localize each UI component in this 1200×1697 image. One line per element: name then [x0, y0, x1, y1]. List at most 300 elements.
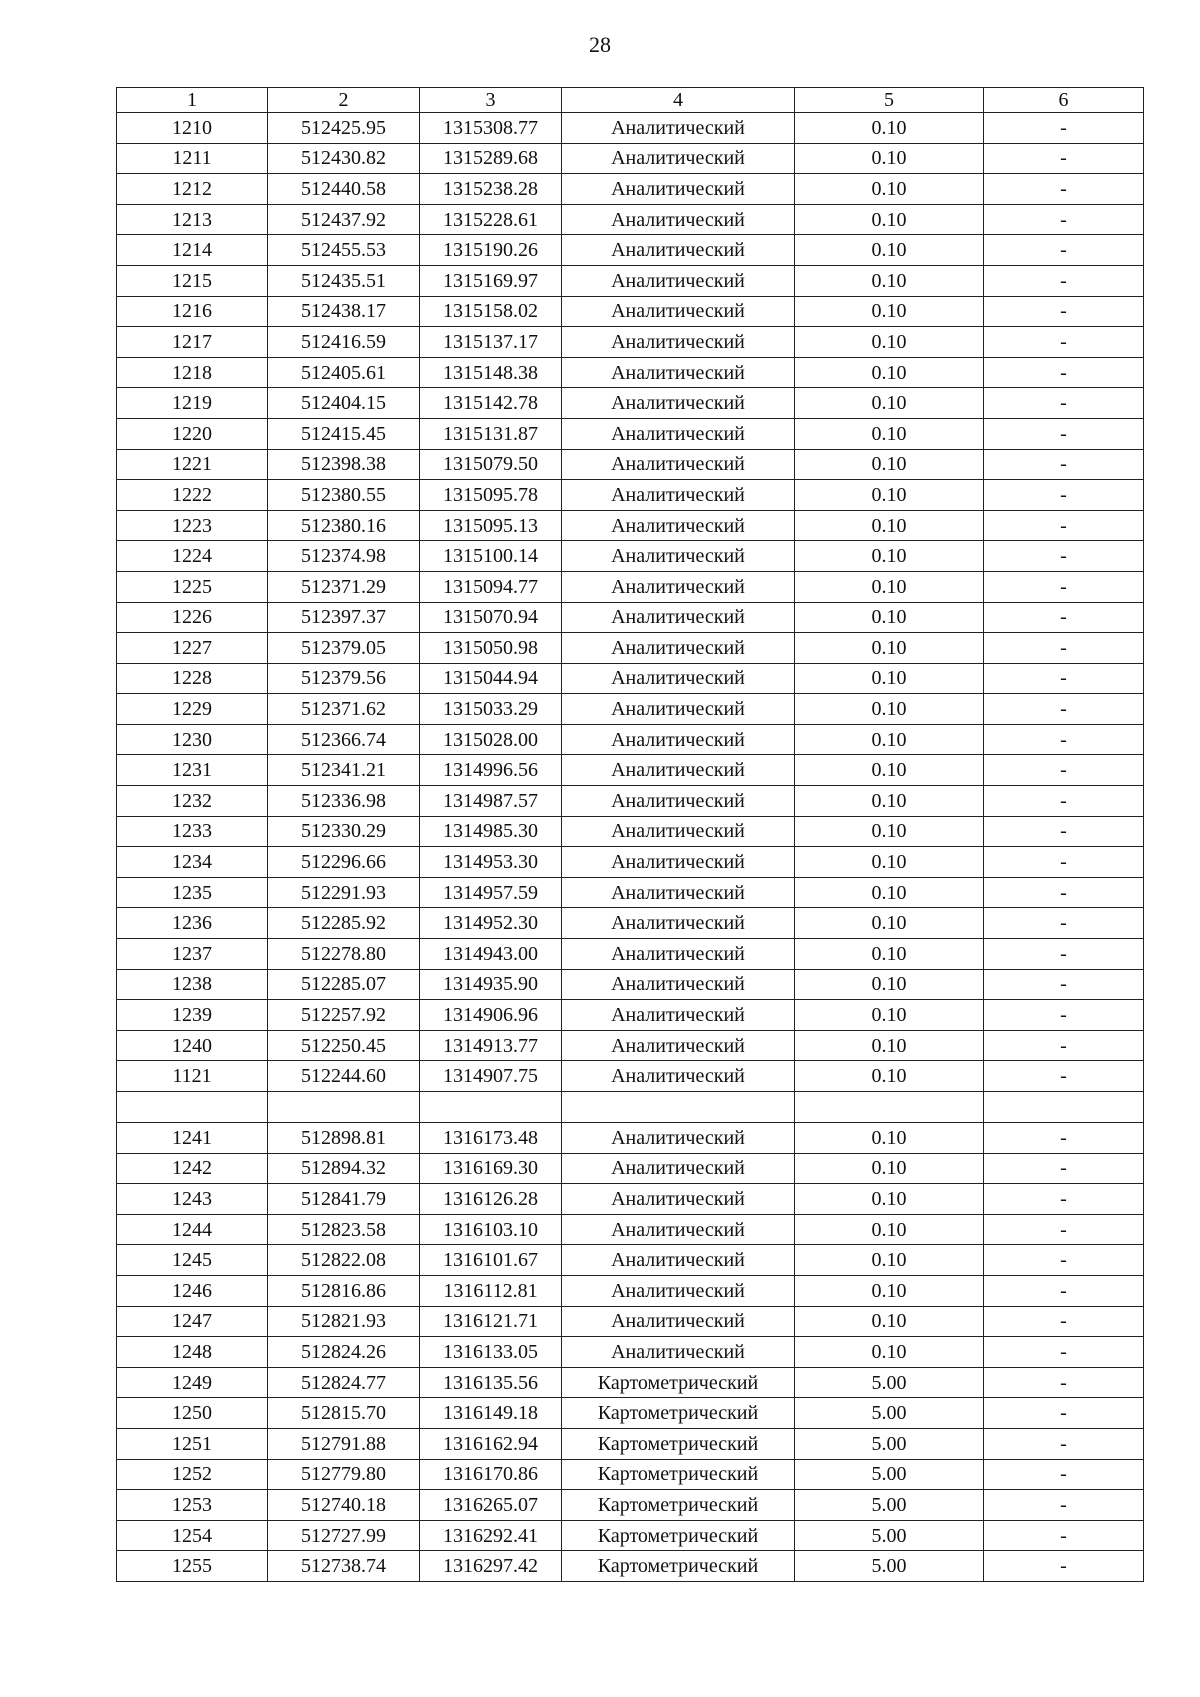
table-cell: -: [984, 1214, 1144, 1245]
table-cell: -: [984, 1030, 1144, 1061]
table-cell: 512440.58: [268, 174, 420, 205]
table-cell: 512404.15: [268, 388, 420, 419]
table-cell: 1254: [117, 1520, 268, 1551]
table-cell: 512285.92: [268, 908, 420, 939]
table-cell: 1215: [117, 265, 268, 296]
table-cell: -: [984, 204, 1144, 235]
table-cell: 512380.16: [268, 510, 420, 541]
table-cell: 0.10: [795, 786, 984, 817]
table-cell: 1221: [117, 449, 268, 480]
table-cell: 0.10: [795, 1061, 984, 1092]
table-cell: 1315033.29: [420, 694, 562, 725]
table-cell: 512738.74: [268, 1551, 420, 1582]
table-cell: 1314996.56: [420, 755, 562, 786]
table-row: [117, 327, 1144, 358]
table-cell: -: [984, 174, 1144, 205]
table-cell: 512435.51: [268, 265, 420, 296]
table-cell: 0.10: [795, 633, 984, 664]
table-cell: 0.10: [795, 1337, 984, 1368]
table-cell: 1241: [117, 1123, 268, 1154]
table-row: [117, 786, 1144, 817]
table-cell: Аналитический: [562, 1153, 795, 1184]
table-row: [117, 1551, 1144, 1582]
table-cell: 0.10: [795, 388, 984, 419]
table-cell: 1314985.30: [420, 816, 562, 847]
table-cell: 1224: [117, 541, 268, 572]
table-row: [117, 143, 1144, 174]
table-row: [117, 1306, 1144, 1337]
table-cell: -: [984, 235, 1144, 266]
table-cell: -: [984, 265, 1144, 296]
table-row: [117, 418, 1144, 449]
table-cell: 0.10: [795, 877, 984, 908]
table-cell: 1252: [117, 1459, 268, 1490]
table-cell: -: [984, 1123, 1144, 1154]
table-cell: 1255: [117, 1551, 268, 1582]
page-number: 28: [589, 32, 611, 57]
table-cell: 1316101.67: [420, 1245, 562, 1276]
column-header: 3: [420, 88, 562, 113]
table-row: [117, 1214, 1144, 1245]
table-cell: 512278.80: [268, 939, 420, 970]
table-cell: 512898.81: [268, 1123, 420, 1154]
table-cell: 512791.88: [268, 1428, 420, 1459]
table-cell: 0.10: [795, 510, 984, 541]
table-cell: 512740.18: [268, 1490, 420, 1521]
table-cell: 1314987.57: [420, 786, 562, 817]
table-cell: 0.10: [795, 816, 984, 847]
table-cell: 1228: [117, 663, 268, 694]
table-cell: Аналитический: [562, 816, 795, 847]
table-cell: -: [984, 1398, 1144, 1429]
table-cell: Аналитический: [562, 357, 795, 388]
table-cell: 1232: [117, 786, 268, 817]
table-cell: 1315095.13: [420, 510, 562, 541]
table-cell: -: [984, 418, 1144, 449]
table-row: [117, 1275, 1144, 1306]
table-cell: 1316169.30: [420, 1153, 562, 1184]
table-cell: 512379.56: [268, 663, 420, 694]
table-cell: Аналитический: [562, 541, 795, 572]
table-cell: 512841.79: [268, 1184, 420, 1215]
table-cell: 512822.08: [268, 1245, 420, 1276]
table-cell: 1315238.28: [420, 174, 562, 205]
table-cell: 1243: [117, 1184, 268, 1215]
table-cell: 512379.05: [268, 633, 420, 664]
table-cell: Аналитический: [562, 786, 795, 817]
table-cell: 1314913.77: [420, 1030, 562, 1061]
table-cell: Картометрический: [562, 1398, 795, 1429]
table-cell: -: [984, 908, 1144, 939]
table-cell: 1217: [117, 327, 268, 358]
table-row: [117, 357, 1144, 388]
table-cell: 1315028.00: [420, 724, 562, 755]
table-cell: -: [984, 327, 1144, 358]
table-cell: 1315289.68: [420, 143, 562, 174]
table-cell: 5.00: [795, 1428, 984, 1459]
table-cell: 1229: [117, 694, 268, 725]
table-row: [117, 1184, 1144, 1215]
table-cell: 0.10: [795, 724, 984, 755]
table-cell: 1244: [117, 1214, 268, 1245]
table-cell: 1315095.78: [420, 480, 562, 511]
table-cell: 1242: [117, 1153, 268, 1184]
table-row: [117, 113, 1144, 144]
table-cell: -: [984, 571, 1144, 602]
table-cell: Аналитический: [562, 449, 795, 480]
table-cell: 1316135.56: [420, 1367, 562, 1398]
table-row: [117, 847, 1144, 878]
table-cell: 512296.66: [268, 847, 420, 878]
table-cell: 0.10: [795, 969, 984, 1000]
table-cell: 1239: [117, 1000, 268, 1031]
table-cell: 1315142.78: [420, 388, 562, 419]
table-cell: 0.10: [795, 1030, 984, 1061]
table-cell: 1246: [117, 1275, 268, 1306]
table-cell: 1316112.81: [420, 1275, 562, 1306]
table-cell: 512330.29: [268, 816, 420, 847]
table-row: [117, 602, 1144, 633]
table-cell: 0.10: [795, 1245, 984, 1276]
table-cell: 1314907.75: [420, 1061, 562, 1092]
table-cell: Аналитический: [562, 1337, 795, 1368]
table-cell: -: [984, 755, 1144, 786]
table-cell: 5.00: [795, 1459, 984, 1490]
empty-cell: [268, 1092, 420, 1123]
table-cell: 512415.45: [268, 418, 420, 449]
table-row: [117, 1030, 1144, 1061]
table-cell: 0.10: [795, 449, 984, 480]
table-cell: 0.10: [795, 143, 984, 174]
table-row: [117, 541, 1144, 572]
table-cell: Аналитический: [562, 1123, 795, 1154]
table-cell: -: [984, 1459, 1144, 1490]
table-cell: 0.10: [795, 1123, 984, 1154]
table-row: [117, 908, 1144, 939]
table-cell: 1218: [117, 357, 268, 388]
table-cell: 0.10: [795, 265, 984, 296]
empty-cell: [117, 1092, 268, 1123]
table-cell: 512405.61: [268, 357, 420, 388]
table-cell: -: [984, 1367, 1144, 1398]
table-cell: -: [984, 1490, 1144, 1521]
table-cell: -: [984, 1428, 1144, 1459]
table-cell: 1230: [117, 724, 268, 755]
table-cell: Аналитический: [562, 847, 795, 878]
table-cell: 0.10: [795, 694, 984, 725]
table-cell: 512291.93: [268, 877, 420, 908]
table-cell: 1234: [117, 847, 268, 878]
table-cell: 1237: [117, 939, 268, 970]
table-cell: -: [984, 296, 1144, 327]
table-cell: -: [984, 1000, 1144, 1031]
table-cell: 0.10: [795, 418, 984, 449]
table-cell: Аналитический: [562, 265, 795, 296]
table-cell: 0.10: [795, 113, 984, 144]
table-cell: 1121: [117, 1061, 268, 1092]
table-cell: Аналитический: [562, 908, 795, 939]
table-cell: Аналитический: [562, 663, 795, 694]
table-cell: 512366.74: [268, 724, 420, 755]
table-cell: 0.10: [795, 480, 984, 511]
table-row: [117, 1428, 1144, 1459]
table-cell: -: [984, 694, 1144, 725]
table-row: [117, 1061, 1144, 1092]
table-cell: -: [984, 510, 1144, 541]
table-cell: 0.10: [795, 602, 984, 633]
table-cell: 0.10: [795, 327, 984, 358]
table-cell: 1316170.86: [420, 1459, 562, 1490]
table-cell: Аналитический: [562, 694, 795, 725]
table-cell: 512437.92: [268, 204, 420, 235]
table-cell: 512816.86: [268, 1275, 420, 1306]
table-cell: 1212: [117, 174, 268, 205]
table-cell: 5.00: [795, 1367, 984, 1398]
table-cell: 1316149.18: [420, 1398, 562, 1429]
table-cell: 1238: [117, 969, 268, 1000]
table-cell: 1316162.94: [420, 1428, 562, 1459]
table-cell: 1226: [117, 602, 268, 633]
table-row: [117, 1398, 1144, 1429]
table-row: [117, 694, 1144, 725]
table-cell: -: [984, 847, 1144, 878]
table-cell: -: [984, 1061, 1144, 1092]
table-cell: Картометрический: [562, 1520, 795, 1551]
table-cell: 512430.82: [268, 143, 420, 174]
table-row: [117, 174, 1144, 205]
table-cell: 512398.38: [268, 449, 420, 480]
table-cell: -: [984, 541, 1144, 572]
table-cell: 0.10: [795, 235, 984, 266]
table-cell: 1251: [117, 1428, 268, 1459]
table-cell: 512374.98: [268, 541, 420, 572]
table-cell: 1314953.30: [420, 847, 562, 878]
table-cell: 5.00: [795, 1490, 984, 1521]
table-cell: 1316103.10: [420, 1214, 562, 1245]
table-cell: 512341.21: [268, 755, 420, 786]
table-cell: Картометрический: [562, 1551, 795, 1582]
table-cell: 512823.58: [268, 1214, 420, 1245]
table-cell: 1315308.77: [420, 113, 562, 144]
table-row: [117, 571, 1144, 602]
table-cell: 1248: [117, 1337, 268, 1368]
table-cell: 512821.93: [268, 1306, 420, 1337]
table-cell: 512371.62: [268, 694, 420, 725]
table-cell: 512257.92: [268, 1000, 420, 1031]
table-cell: 0.10: [795, 1000, 984, 1031]
table-cell: Аналитический: [562, 724, 795, 755]
table-cell: 1315050.98: [420, 633, 562, 664]
table-cell: 512250.45: [268, 1030, 420, 1061]
table-cell: 512455.53: [268, 235, 420, 266]
table-cell: 512425.95: [268, 113, 420, 144]
table-cell: -: [984, 449, 1144, 480]
table-cell: 1316292.41: [420, 1520, 562, 1551]
table-cell: 1315228.61: [420, 204, 562, 235]
table-cell: -: [984, 143, 1144, 174]
empty-cell: [562, 1092, 795, 1123]
table-cell: 512824.77: [268, 1367, 420, 1398]
table-cell: -: [984, 480, 1144, 511]
table-cell: -: [984, 1275, 1144, 1306]
table-cell: 1223: [117, 510, 268, 541]
table-cell: Аналитический: [562, 1214, 795, 1245]
table-cell: Аналитический: [562, 877, 795, 908]
table-cell: 5.00: [795, 1551, 984, 1582]
table-cell: 1315190.26: [420, 235, 562, 266]
table-cell: Аналитический: [562, 418, 795, 449]
table-cell: 1316173.48: [420, 1123, 562, 1154]
table-cell: 1253: [117, 1490, 268, 1521]
table-cell: -: [984, 1306, 1144, 1337]
table-cell: -: [984, 786, 1144, 817]
table-row: [117, 1153, 1144, 1184]
table-cell: 1314935.90: [420, 969, 562, 1000]
table-cell: 512779.80: [268, 1459, 420, 1490]
table-row: [117, 1520, 1144, 1551]
table-cell: 5.00: [795, 1520, 984, 1551]
table-cell: Аналитический: [562, 204, 795, 235]
table-cell: Картометрический: [562, 1459, 795, 1490]
table-cell: 0.10: [795, 755, 984, 786]
empty-cell: [420, 1092, 562, 1123]
table-cell: Аналитический: [562, 1184, 795, 1215]
table-cell: 1315100.14: [420, 541, 562, 572]
table-cell: 1250: [117, 1398, 268, 1429]
table-cell: -: [984, 939, 1144, 970]
table-cell: 1315070.94: [420, 602, 562, 633]
table-cell: 512285.07: [268, 969, 420, 1000]
table-cell: -: [984, 1245, 1144, 1276]
table-row: [117, 1459, 1144, 1490]
table-cell: 1315079.50: [420, 449, 562, 480]
column-header: 4: [562, 88, 795, 113]
table-cell: 1249: [117, 1367, 268, 1398]
empty-separator-row: [117, 1092, 1144, 1123]
table-cell: 512894.32: [268, 1153, 420, 1184]
table-cell: Аналитический: [562, 235, 795, 266]
table-cell: 0.10: [795, 357, 984, 388]
table-cell: -: [984, 1153, 1144, 1184]
column-header: 6: [984, 88, 1144, 113]
table-cell: 1233: [117, 816, 268, 847]
table-cell: 1225: [117, 571, 268, 602]
table-cell: 1211: [117, 143, 268, 174]
table-cell: 1222: [117, 480, 268, 511]
table-cell: Аналитический: [562, 939, 795, 970]
table-cell: 1315137.17: [420, 327, 562, 358]
table-cell: 0.10: [795, 204, 984, 235]
table-row: [117, 939, 1144, 970]
coordinates-table: [116, 87, 1144, 1582]
table-cell: Аналитический: [562, 113, 795, 144]
table-cell: 0.10: [795, 174, 984, 205]
table-cell: 1314906.96: [420, 1000, 562, 1031]
table-row: [117, 633, 1144, 664]
table-cell: Аналитический: [562, 143, 795, 174]
table-row: [117, 296, 1144, 327]
table-cell: 0.10: [795, 1275, 984, 1306]
table-cell: 1220: [117, 418, 268, 449]
empty-cell: [795, 1092, 984, 1123]
table-cell: -: [984, 877, 1144, 908]
table-row: [117, 480, 1144, 511]
table-cell: -: [984, 1337, 1144, 1368]
table-cell: 1247: [117, 1306, 268, 1337]
table-row: [117, 1000, 1144, 1031]
table-cell: 1316121.71: [420, 1306, 562, 1337]
table-cell: 1240: [117, 1030, 268, 1061]
table-cell: 1227: [117, 633, 268, 664]
table-cell: -: [984, 113, 1144, 144]
column-header: 5: [795, 88, 984, 113]
table-header-row: [117, 88, 1144, 113]
table-row: [117, 1123, 1144, 1154]
table-cell: 1231: [117, 755, 268, 786]
table-cell: 0.10: [795, 939, 984, 970]
table-row: [117, 449, 1144, 480]
table-cell: 1314952.30: [420, 908, 562, 939]
table-cell: Аналитический: [562, 1275, 795, 1306]
table-cell: -: [984, 1520, 1144, 1551]
table-cell: 512380.55: [268, 480, 420, 511]
table-cell: Аналитический: [562, 633, 795, 664]
table-cell: Аналитический: [562, 480, 795, 511]
table-cell: Аналитический: [562, 602, 795, 633]
table-cell: Аналитический: [562, 296, 795, 327]
table-row: [117, 1337, 1144, 1368]
table-cell: -: [984, 969, 1144, 1000]
table-cell: 1216: [117, 296, 268, 327]
table-cell: -: [984, 724, 1144, 755]
table-cell: Картометрический: [562, 1428, 795, 1459]
table-cell: 1236: [117, 908, 268, 939]
table-row: [117, 265, 1144, 296]
table-cell: -: [984, 633, 1144, 664]
table-row: [117, 235, 1144, 266]
table-cell: 0.10: [795, 571, 984, 602]
table-cell: 512416.59: [268, 327, 420, 358]
table-cell: -: [984, 388, 1144, 419]
table-cell: -: [984, 1551, 1144, 1582]
table-cell: 512438.17: [268, 296, 420, 327]
table-cell: -: [984, 1184, 1144, 1215]
table-body: [117, 113, 1144, 1582]
table-cell: -: [984, 816, 1144, 847]
table-cell: Аналитический: [562, 969, 795, 1000]
column-header: 2: [268, 88, 420, 113]
table-cell: 512824.26: [268, 1337, 420, 1368]
table-cell: Аналитический: [562, 755, 795, 786]
table-cell: 512371.29: [268, 571, 420, 602]
table-cell: 512397.37: [268, 602, 420, 633]
table-cell: -: [984, 602, 1144, 633]
table-cell: Картометрический: [562, 1490, 795, 1521]
table-cell: Аналитический: [562, 1306, 795, 1337]
table-cell: Аналитический: [562, 571, 795, 602]
table-cell: 1315169.97: [420, 265, 562, 296]
table-cell: -: [984, 357, 1144, 388]
table-row: [117, 724, 1144, 755]
table-cell: 1316297.42: [420, 1551, 562, 1582]
table-cell: 1214: [117, 235, 268, 266]
table-row: [117, 755, 1144, 786]
table-cell: 0.10: [795, 1214, 984, 1245]
table-cell: 1314943.00: [420, 939, 562, 970]
table-cell: 512336.98: [268, 786, 420, 817]
table-cell: Аналитический: [562, 1061, 795, 1092]
table-cell: 1315044.94: [420, 663, 562, 694]
